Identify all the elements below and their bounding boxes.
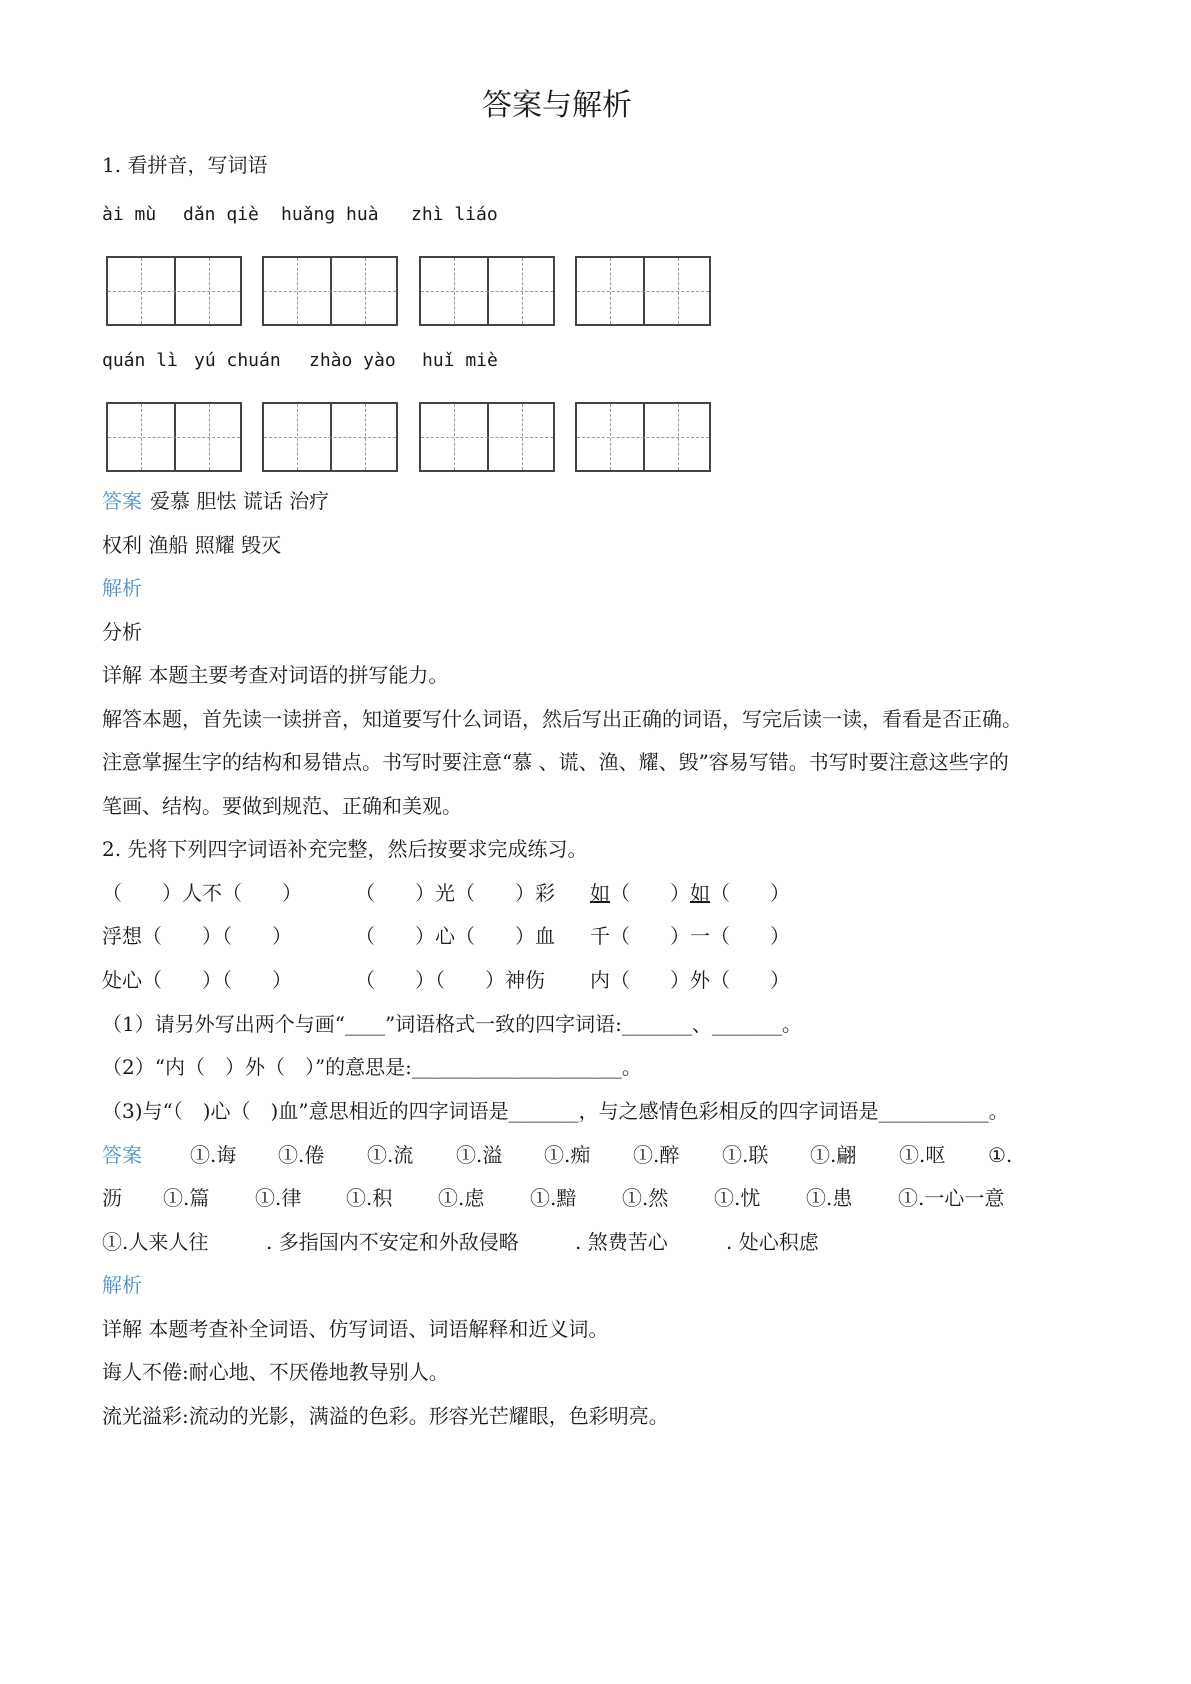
q1-detail-1: 详解 本题主要考查对词语的拼写能力。 [102, 663, 449, 687]
answer-item: ①.溢 [456, 1143, 503, 1167]
answer-item: ①.忧 [714, 1186, 761, 1210]
q2-row2-b: （ ）心（ ）血 [355, 924, 555, 948]
q2-row2-c: 千（ ）一（ ） [590, 924, 790, 948]
answer-item: ①.醉 [633, 1143, 680, 1167]
q1-analysis-label: 解析 [102, 576, 142, 600]
writing-box[interactable] [419, 256, 555, 326]
q2-detail-1: 详解 本题考查补全词语、仿写词语、词语解释和近义词。 [102, 1317, 609, 1341]
writing-box[interactable] [575, 402, 711, 472]
q2-row3-b: （ ）（ ）神伤 [355, 968, 545, 992]
pinyin-3: huǎng huà [281, 204, 379, 225]
q2-analysis-label: 解析 [102, 1273, 142, 1297]
answer-item: ①.呕 [899, 1143, 946, 1167]
q2-row1-c [590, 881, 790, 905]
q2-sub3: （3)与“（ )心（ )血”意思相近的四字词语是_______，与之感情色彩相反的四字词语是___________。 [102, 1099, 1009, 1123]
answer-item: ①.痴 [544, 1143, 591, 1167]
answer-item: ①.积 [346, 1186, 393, 1210]
q2-heading: 2. 先将下列四字词语补充完整，然后按要求完成练习。 [102, 837, 588, 861]
writing-box[interactable] [575, 256, 711, 326]
writing-box[interactable] [106, 256, 242, 326]
q1-heading: 1. 看拼音，写词语 [102, 153, 268, 177]
answer-item: ①.流 [367, 1143, 414, 1167]
q2-sub1 [102, 1012, 802, 1036]
pinyin-7: zhào yào [309, 350, 396, 371]
writing-box[interactable] [106, 402, 242, 472]
answer-item: ①.黯 [530, 1186, 577, 1210]
answer-item: . 处心积虑 [726, 1230, 819, 1254]
sub1-text-a: （1）请另外写出两个与画“ [102, 1012, 345, 1036]
page-title: 答案与解析 [482, 88, 632, 123]
pinyin-6: yú chuán [194, 350, 281, 371]
q1-detail-3: 注意掌握生字的结构和易错点。书写时要注意“慕 、谎、渔、耀、毁”容易写错。书写时要注意这些字的 [102, 750, 1009, 774]
pinyin-5: quán lì [102, 350, 178, 371]
q1-answer-label: 答案 [102, 489, 142, 513]
q1-fenxi: 分析 [102, 620, 142, 644]
answer-item: . 煞费苦心 [575, 1230, 668, 1254]
answer-item: . 多指国内不安定和外敌侵略 [266, 1230, 519, 1254]
blank: （ ） [610, 881, 690, 905]
pinyin-2: dǎn qiè [183, 204, 259, 225]
q2-row3-c: 内（ ）外（ ） [590, 968, 790, 992]
q1-detail-4: 笔画、结构。要做到规范、正确和美观。 [102, 794, 462, 818]
q2-row1-b: （ ）光（ ）彩 [355, 881, 555, 905]
pinyin-8: huǐ miè [422, 350, 498, 371]
answer-item: ①.虑 [438, 1186, 485, 1210]
writing-box[interactable] [262, 256, 398, 326]
sub1-text-b: ”词语格式一致的四字词语:_______、_______。 [384, 1012, 802, 1036]
answer-item: ①.联 [722, 1143, 769, 1167]
underlined-char: 如 [590, 881, 610, 905]
q2-detail-3: 流光溢彩:流动的光影，满溢的色彩。形容光芒耀眼，色彩明亮。 [102, 1404, 669, 1428]
answer-item: ①.然 [622, 1186, 669, 1210]
answer-item: ①.一心一意 [898, 1186, 1005, 1210]
answer-item: ①.倦 [278, 1143, 325, 1167]
q2-detail-2: 诲人不倦:耐心地、不厌倦地教导别人。 [102, 1360, 449, 1384]
q2-sub2: （2）“内（ ）外（ ）”的意思是:_____________________。 [102, 1055, 642, 1079]
sub1-blank: ____ [344, 1012, 385, 1036]
q2-row3-a: 处心（ ）（ ） [102, 968, 292, 992]
q1-answer-line1: 爱慕 胆怯 谎话 治疗 [150, 489, 330, 513]
answer-item: ①. [988, 1143, 1013, 1167]
answer-item: ①.诲 [190, 1143, 237, 1167]
answer-item: 沥 [102, 1186, 122, 1210]
answer-item: ①.患 [806, 1186, 853, 1210]
q2-row2-a: 浮想（ ）（ ） [102, 924, 292, 948]
answer-item: ①.人来人往 [102, 1230, 209, 1254]
q1-answer-line2: 权利 渔船 照耀 毁灭 [102, 533, 282, 557]
q2-row1-a: （ ）人不（ ） [102, 881, 302, 905]
answer-item: ①.篇 [163, 1186, 210, 1210]
pinyin-4: zhì liáo [411, 204, 498, 225]
blank: （ ） [710, 881, 790, 905]
answer-item: ①.律 [255, 1186, 302, 1210]
answer-item: ①.翩 [810, 1143, 857, 1167]
writing-box[interactable] [419, 402, 555, 472]
writing-box[interactable] [262, 402, 398, 472]
q1-detail-2: 解答本题，首先读一读拼音，知道要写什么词语，然后写出正确的词语，写完后读一读，看看是否正确。 [102, 707, 1022, 731]
q2-answer-label: 答案 [102, 1143, 142, 1167]
pinyin-1: ài mù [102, 204, 157, 225]
underlined-char: 如 [690, 881, 710, 905]
